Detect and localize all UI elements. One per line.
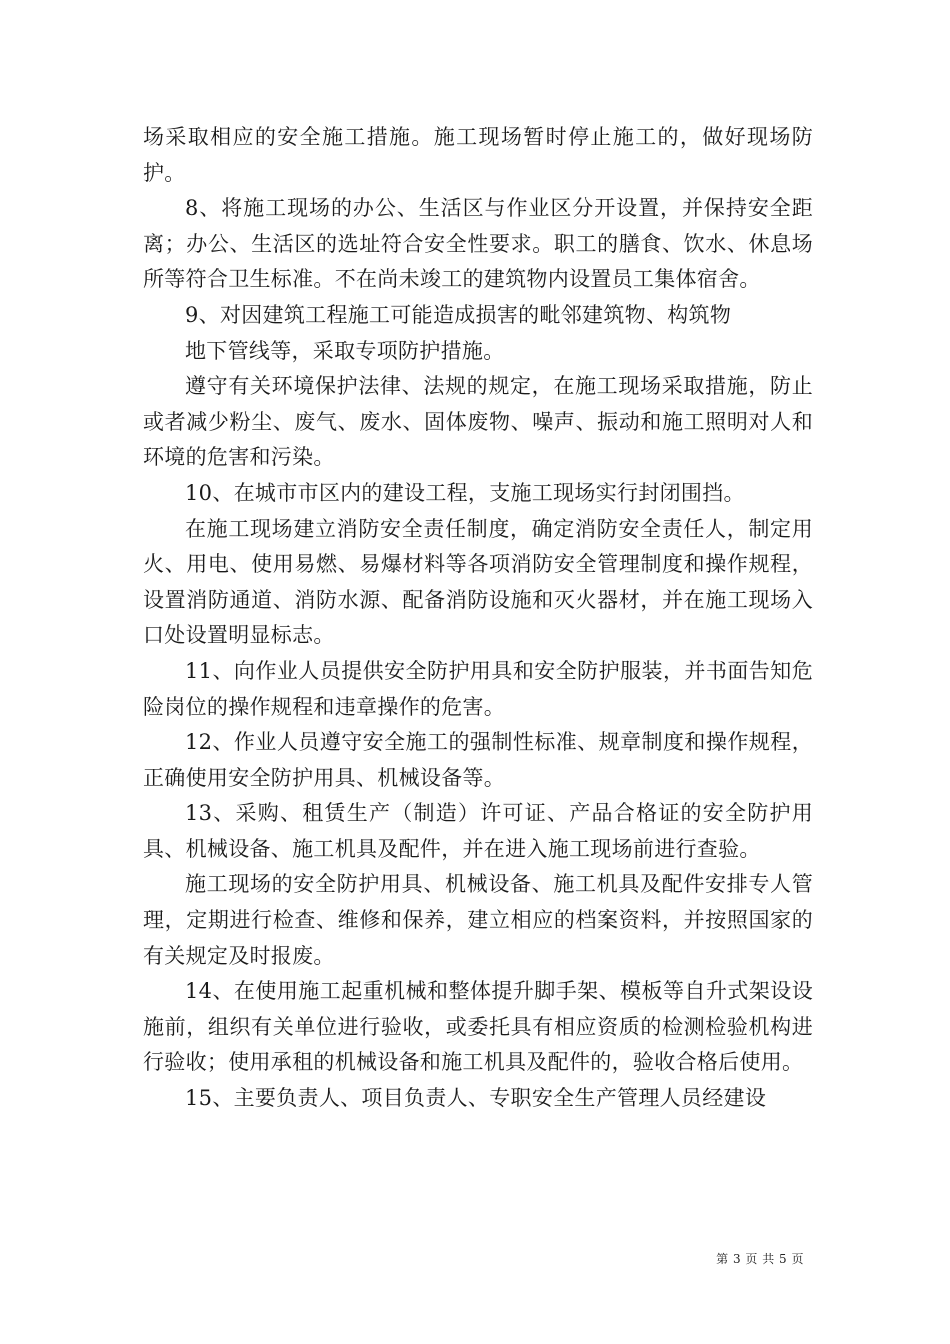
paragraph-item-13: 13、采购、租赁生产（制造）许可证、产品合格证的安全防护用具、机械设备、施工机具及配件，并在进入施工现场前进行查验。	[143, 801, 813, 861]
paragraph-item-15: 15、主要负责人、项目负责人、专职安全生产管理人员经建设	[185, 1086, 767, 1111]
paragraph-item-8: 8、将施工现场的办公、生活区与作业区分开设置，并保持安全距离；办公、生活区的选址符合安全性要求。职工的膳食、饮水、休息场所等符合卫生标准。不在尚未竣工的建筑物内设置员工集体宿舍。	[143, 196, 813, 292]
document-body	[143, 120, 813, 1117]
paragraph-continuation: 场采取相应的安全施工措施。施工现场暂时停止施工的，做好现场防护。	[143, 125, 813, 185]
paragraph-item-12: 12、作业人员遵守安全施工的强制性标准、规章制度和操作规程，正确使用安全防护用具、机械设备等。	[143, 730, 813, 790]
paragraph-item-14: 14、在使用施工起重机械和整体提升脚手架、模板等自升式架设设施前，组织有关单位进行验收，或委托具有相应资质的检测检验机构进行验收；使用承租的机械设备和施工机具及配件的，验收合格后使用。	[143, 979, 813, 1075]
paragraph-item-9: 9、对因建筑工程施工可能造成损害的毗邻建筑物、构筑物	[185, 302, 732, 327]
paragraph-equipment-management: 施工现场的安全防护用具、机械设备、施工机具及配件安排专人管理，定期进行检查、维修和保养，建立相应的档案资料，并按照国家的有关规定及时报废。	[143, 872, 813, 968]
page-number-footer: 第 3 页 共 5 页	[716, 1252, 804, 1266]
paragraph-item-11: 11、向作业人员提供安全防护用具和安全防护服装，并书面告知危险岗位的操作规程和违章操作的危害。	[143, 658, 813, 719]
paragraph-environment: 遵守有关环境保护法律、法规的规定，在施工现场采取措施，防止或者减少粉尘、废气、废水、固体废物、噪声、振动和施工照明对人和环境的危害和污染。	[143, 374, 813, 470]
paragraph-fire-safety: 在施工现场建立消防安全责任制度，确定消防安全责任人，制定用火、用电、使用易燃、易爆材料等各项消防安全管理制度和操作规程，设置消防通道、消防水源、配备消防设施和灭火器材，并在施工现场入口处设置明显标志。	[143, 516, 813, 648]
paragraph-item-9-cont: 地下管线等，采取专项防护措施。	[185, 338, 505, 363]
paragraph-item-10: 10、在城市市区内的建设工程，支施工现场实行封闭围挡。	[185, 480, 745, 505]
